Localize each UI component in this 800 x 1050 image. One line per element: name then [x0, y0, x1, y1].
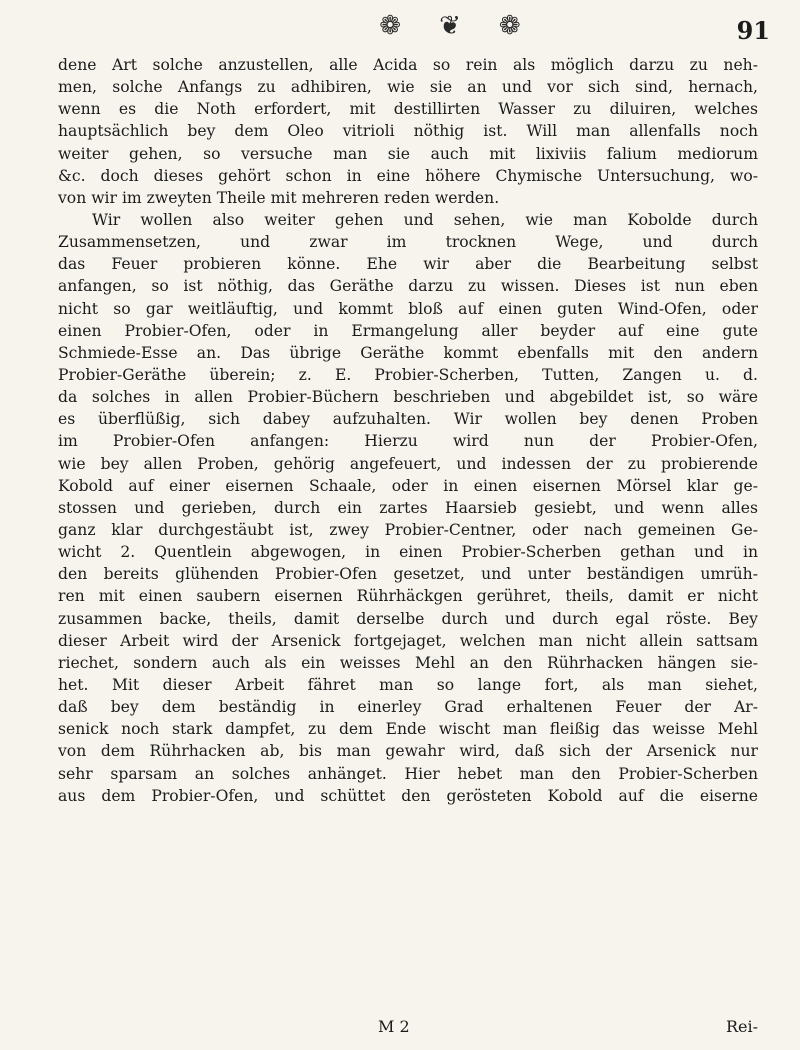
text-line: Wir wollen also weiter gehen und sehen, wie man Kobolde durch — [92, 210, 758, 229]
catchword: Rei- — [725, 1017, 758, 1036]
page-header — [60, 6, 780, 54]
text-line: Schmiede-Esse an. Das übrige Geräthe kommt ebenfalls mit den andern — [58, 343, 758, 362]
text-line: zusammen backe, theils, damit derselbe durch und durch egal röste. Bey — [58, 609, 758, 628]
ornament-left-icon: ❁ — [379, 11, 402, 41]
ornament-center-icon: ❦ — [439, 11, 461, 41]
text-line: men, solche Anfangs zu adhibiren, wie sie an und vor sich sind, hernach, — [58, 78, 758, 97]
page-number: 91 — [736, 16, 770, 45]
text-line: dene Art solche anzustellen, alle Acida so rein als möglich darzu zu neh- — [58, 56, 758, 74]
text-line: den bereits glühenden Probier-Ofen gesetzet, und unter beständigen umrüh- — [58, 565, 758, 584]
text-line: dieser Arbeit wird der Arsenick fortgejaget, welchen man nicht allein sattsam — [58, 631, 758, 650]
ornament-right-icon: ❁ — [498, 11, 521, 41]
text-line: senick noch stark dampfet, zu dem Ende wischt man fleißig das weisse Mehl — [58, 720, 758, 739]
text-line: daß bey dem beständig in einerley Grad erhaltenen Feuer der Ar- — [58, 698, 758, 717]
text-line: es überflüßig, sich dabey aufzuhalten. Wir wollen bey denen Proben — [58, 410, 758, 429]
text-line: nicht so gar weitläuftig, und kommt bloß auf einen guten Wind-Ofen, oder — [58, 299, 758, 318]
text-line: hauptsächlich bey dem Oleo vitrioli nöthig ist. Will man allenfalls noch — [58, 122, 758, 141]
text-line: het. Mit dieser Arbeit fähret man so lange fort, als man siehet, — [58, 675, 758, 694]
text-line: ren mit einen saubern eisernen Rührhäckgen gerühret, theils, damit er nicht — [58, 587, 758, 606]
signature-mark: M 2 — [378, 1017, 410, 1036]
text-line: wicht 2. Quentlein abgewogen, in einen Probier-Scherben gethan und in — [58, 543, 758, 562]
text-line: ganz klar durchgestäubt ist, zwey Probier-Centner, oder nach gemeinen Ge- — [58, 520, 758, 539]
text-line: anfangen, so ist nöthig, das Geräthe darzu zu wissen. Dieses ist nun eben — [58, 277, 758, 296]
header-ornaments — [300, 10, 600, 42]
text-line: einen Probier-Ofen, oder in Ermangelung aller beyder auf eine gute — [58, 321, 758, 340]
text-line: von dem Rührhacken ab, bis man gewahr wird, daß sich der Arsenick nur — [58, 742, 758, 761]
text-line: weiter gehen, so versuche man sie auch mit lixiviis falium mediorum — [58, 144, 758, 163]
text-line: von wir im zweyten Theile mit mehreren reden werden. — [58, 188, 500, 207]
text-line: sehr sparsam an solches anhänget. Hier hebet man den Probier-Scherben — [58, 764, 758, 783]
text-line: da solches in allen Probier-Büchern beschrieben und abgebildet ist, so wäre — [58, 388, 758, 407]
text-line: Probier-Geräthe überein; z. E. Probier-Scherben, Tutten, Zangen u. d. — [58, 365, 758, 384]
text-line: &c. doch dieses gehört schon in eine höhere Chymische Untersuchung, wo- — [58, 166, 758, 185]
text-line: Kobold auf einer eisernen Schaale, oder in einen eisernen Mörsel klar ge- — [58, 476, 758, 495]
text-line: das Feuer probieren könne. Ehe wir aber die Bearbeitung selbst — [58, 255, 758, 274]
text-line: im Probier-Ofen anfangen: Hierzu wird nun der Probier-Ofen, — [58, 432, 758, 451]
text-line: Zusammensetzen, und zwar im trocknen Wege, und durch — [58, 233, 758, 252]
page-footer — [58, 1017, 758, 1041]
text-line: aus dem Probier-Ofen, und schüttet den gerösteten Kobold auf die eiserne — [58, 786, 758, 805]
text-line: riechet, sondern auch als ein weisses Mehl an den Rührhacken hängen sie- — [58, 653, 758, 672]
text-line: wenn es die Noth erfordert, mit destillirten Wasser zu diluiren, welches — [58, 100, 758, 119]
body-text — [58, 54, 758, 807]
text-line: stossen und gerieben, durch ein zartes Haarsieb gesiebt, und wenn alles — [58, 498, 758, 517]
text-line: wie bey allen Proben, gehörig angefeuert, und indessen der zu probierende — [58, 454, 758, 473]
